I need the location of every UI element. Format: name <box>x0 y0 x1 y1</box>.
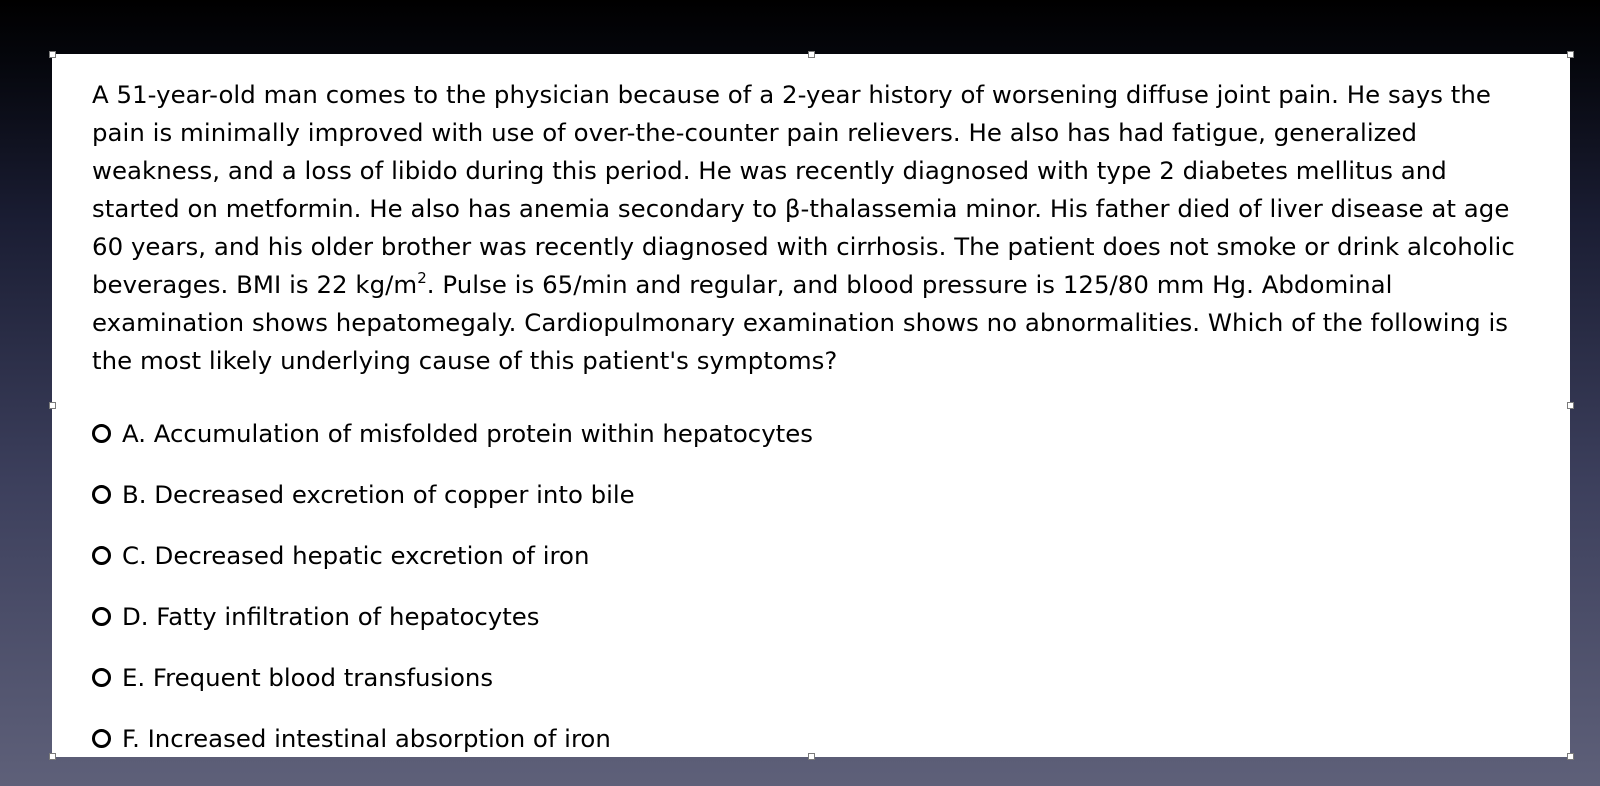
resize-handle-right[interactable] <box>1567 402 1574 409</box>
answer-options <box>92 403 1530 769</box>
resize-handle-bottom-left[interactable] <box>49 753 56 760</box>
question-stem <box>92 76 1530 380</box>
resize-handle-bottom[interactable] <box>808 753 815 760</box>
radio-circle-icon[interactable] <box>92 485 111 504</box>
answer-option-c[interactable] <box>92 525 1530 586</box>
answer-option-b[interactable] <box>92 464 1530 525</box>
answer-option-e[interactable] <box>92 647 1530 708</box>
answer-option-a[interactable] <box>92 403 1530 464</box>
answer-option-label: F. Increased intestinal absorption of iron <box>122 723 611 753</box>
radio-circle-icon[interactable] <box>92 424 111 443</box>
resize-handle-left[interactable] <box>49 402 56 409</box>
answer-option-label: B. Decreased excretion of copper into bile <box>122 479 635 509</box>
resize-handle-top-right[interactable] <box>1567 51 1574 58</box>
answer-option-label: D. Fatty infiltration of hepatocytes <box>122 601 540 631</box>
radio-circle-icon[interactable] <box>92 607 111 626</box>
answer-option-d[interactable] <box>92 586 1530 647</box>
resize-handle-top[interactable] <box>808 51 815 58</box>
question-card <box>52 54 1570 757</box>
question-stem-continuation: . Pulse is 65/min and regular, and blood pressure is 125/80 mm Hg. Abdominal examination shows hepatomegaly. Cardiopulmonary examination shows no abnormalities. Which of the following is the most likely underlying cause of this patient's symptoms? <box>92 270 1509 375</box>
resize-handle-top-left[interactable] <box>49 51 56 58</box>
radio-circle-icon[interactable] <box>92 668 111 687</box>
superscript-two: 2 <box>417 268 427 287</box>
question-stem-text: A 51-year-old man comes to the physician because of a 2-year history of worsening diffuse joint pain. He says the pain is minimally improved with use of over-the-counter pain relievers. He also has had fatigue, generalized weakness, and a loss of libido during this period. He was recently diagnosed with type 2 diabetes mellitus and started on metformin. He also has anemia secondary to β-thalassemia minor. His father died of liver disease at age 60 years, and his older brother was recently diagnosed with cirrhosis. The patient does not smoke or drink alcoholic beverages. BMI is 22 kg/m <box>92 80 1515 299</box>
resize-handle-bottom-right[interactable] <box>1567 753 1574 760</box>
answer-option-label: E. Frequent blood transfusions <box>122 662 494 692</box>
answer-option-label: C. Decreased hepatic excretion of iron <box>122 540 590 570</box>
radio-circle-icon[interactable] <box>92 729 111 748</box>
answer-option-label: A. Accumulation of misfolded protein within hepatocytes <box>122 418 813 448</box>
radio-circle-icon[interactable] <box>92 546 111 565</box>
